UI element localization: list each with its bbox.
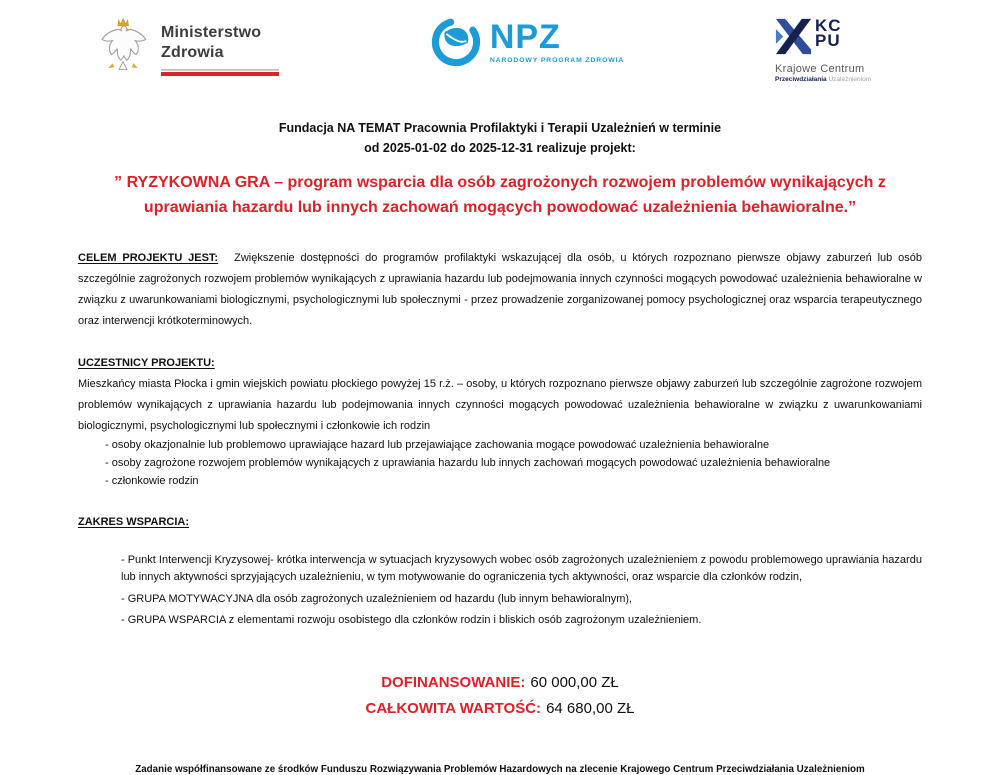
funding-line (78, 670, 922, 696)
ministry-wordmark (161, 14, 279, 76)
npz-leaf-ring-icon (430, 16, 482, 73)
participants-label: UCZESTNICY PROJEKTU: (78, 357, 215, 370)
funding-label: DOFINANSOWANIE: (381, 673, 526, 691)
list-item: - Punkt Interwencji Kryzysowej- krótka interwencja w sytuacjach kryzysowych wobec osób zagrożonych uzależnieniem z powodu problemowego uprawiania hazardu lub innych aktywności sprzyjających uzależnieniu, w tym motywowanie do ograniczenia tych aktywności, oraz wsparcie dla członków rodzin, (121, 553, 922, 584)
kcpu-abbr-line-1: KC (815, 16, 842, 35)
ministry-of-health-logo (95, 14, 279, 81)
intro-line-2: od 2025-01-02 do 2025-12-31 realizuje projekt: (364, 141, 636, 155)
kcpu-logo (775, 14, 925, 83)
ministry-line-2: Zdrowia (161, 44, 224, 61)
funding-label: CAŁKOWITA WARTOŚĆ: (365, 700, 542, 718)
intro-line-1: Fundacja NA TEMAT Pracownia Profilaktyki i Terapii Uzależnień w terminie (278, 121, 722, 135)
scope-label: ZAKRES WSPARCIA: (78, 515, 190, 528)
list-item: - GRUPA MOTYWACYJNA dla osób zagrożonych uzależnieniem od hazardu (lub innym behawioralnym), (121, 592, 633, 605)
kcpu-subname: Przeciwdziałania Uzależnieniom (775, 76, 872, 83)
participants-text: Mieszkańcy miasta Płocka i gmin wiejskich powiatu płockiego powyżej 15 r.ż. – osoby, u których rozpoznano pierwsze objawy zaburzeń lub szczególnie zagrożone rozwojem problemów wynikających z uprawiania hazardu lub podejmowania innych czynności mogących powodować uzależnienia behawioralne w związku z uwarunkowaniami biologicznymi, psychologicznymi lub społecznymi i członkowie ich rodzin (78, 377, 922, 433)
list-item: - GRUPA WSPARCIA z elementami rozwoju osobistego dla członków rodzin i bliskich osób zagrożonym uzależnieniem. (121, 614, 702, 627)
participants-bullets (78, 437, 922, 490)
polish-eagle-icon (95, 14, 151, 81)
list-item: - osoby okazjonalnie lub problemowo uprawiające hazard lub przejawiające zachowania mogące powodować uzależnienia behawioralne (105, 439, 770, 452)
project-title: ” RYZYKOWNA GRA – program wsparcia dla osób zagrożonych rozwojem problemów wynikających z uprawiania hazardu lub innych zachowań mogących powodować uzależnienia behawioralne.” (114, 174, 886, 216)
kcpu-abbr-line-2: PU (815, 31, 841, 51)
document-body (0, 248, 1000, 775)
npz-subtitle: NARODOWY PROGRAM ZDROWIA (489, 57, 625, 64)
goal-text: Zwiększenie dostępności do programów profilaktyki wskazującej dla osób, u których rozpoznano pierwsze objawy zaburzeń lub osób szczególnie zagrożonych rozwojem problemów wynikających z uprawiania hazardu lub podejmowania innych czynności mogących powodować uzależnienia behawioralne w związku z uwarunkowaniami biologicznymi, psychologicznymi lub społecznymi - przez prowadzenie zorganizowanej pomocy psychologicznej oraz wsparcia terapeutycznego oraz interwencji krótkoterminowych. (78, 251, 923, 327)
npz-wordmark (490, 16, 624, 64)
funding-line (78, 696, 922, 722)
goal-label: CELEM PROJEKTU JEST: (78, 251, 219, 264)
section-participants (78, 353, 922, 491)
poland-flag-bar (161, 69, 279, 76)
funding-value: 64 680,00 ZŁ (546, 700, 635, 718)
npz-abbr: NPZ (489, 18, 561, 56)
kcpu-x-icon (775, 18, 812, 60)
section-scope (78, 512, 922, 630)
ministry-line-1: Ministerstwo (161, 24, 262, 41)
npz-logo (430, 14, 624, 73)
scope-bullets (78, 552, 922, 630)
logo-header (0, 0, 1000, 100)
list-item: - osoby zagrożone rozwojem problemów wynikających z uprawiania hazardu lub innych zachowań mogących powodować uzależnienia behawioralne (105, 457, 831, 470)
funding-value: 60 000,00 ZŁ (530, 673, 619, 691)
kcpu-name: Krajowe Centrum (775, 63, 865, 75)
section-goal (78, 248, 922, 332)
footer-note: Zadanie współfinansowane ze środków Funduszu Rozwiązywania Problemów Hazardowych na zlecenie Krajowego Centrum Przeciwdziałania Uzależnieniom (135, 764, 865, 775)
intro-text (0, 118, 1000, 158)
list-item: - członkowie rodzin (105, 474, 199, 487)
funding-block (78, 670, 922, 723)
kcpu-abbr (815, 18, 842, 49)
